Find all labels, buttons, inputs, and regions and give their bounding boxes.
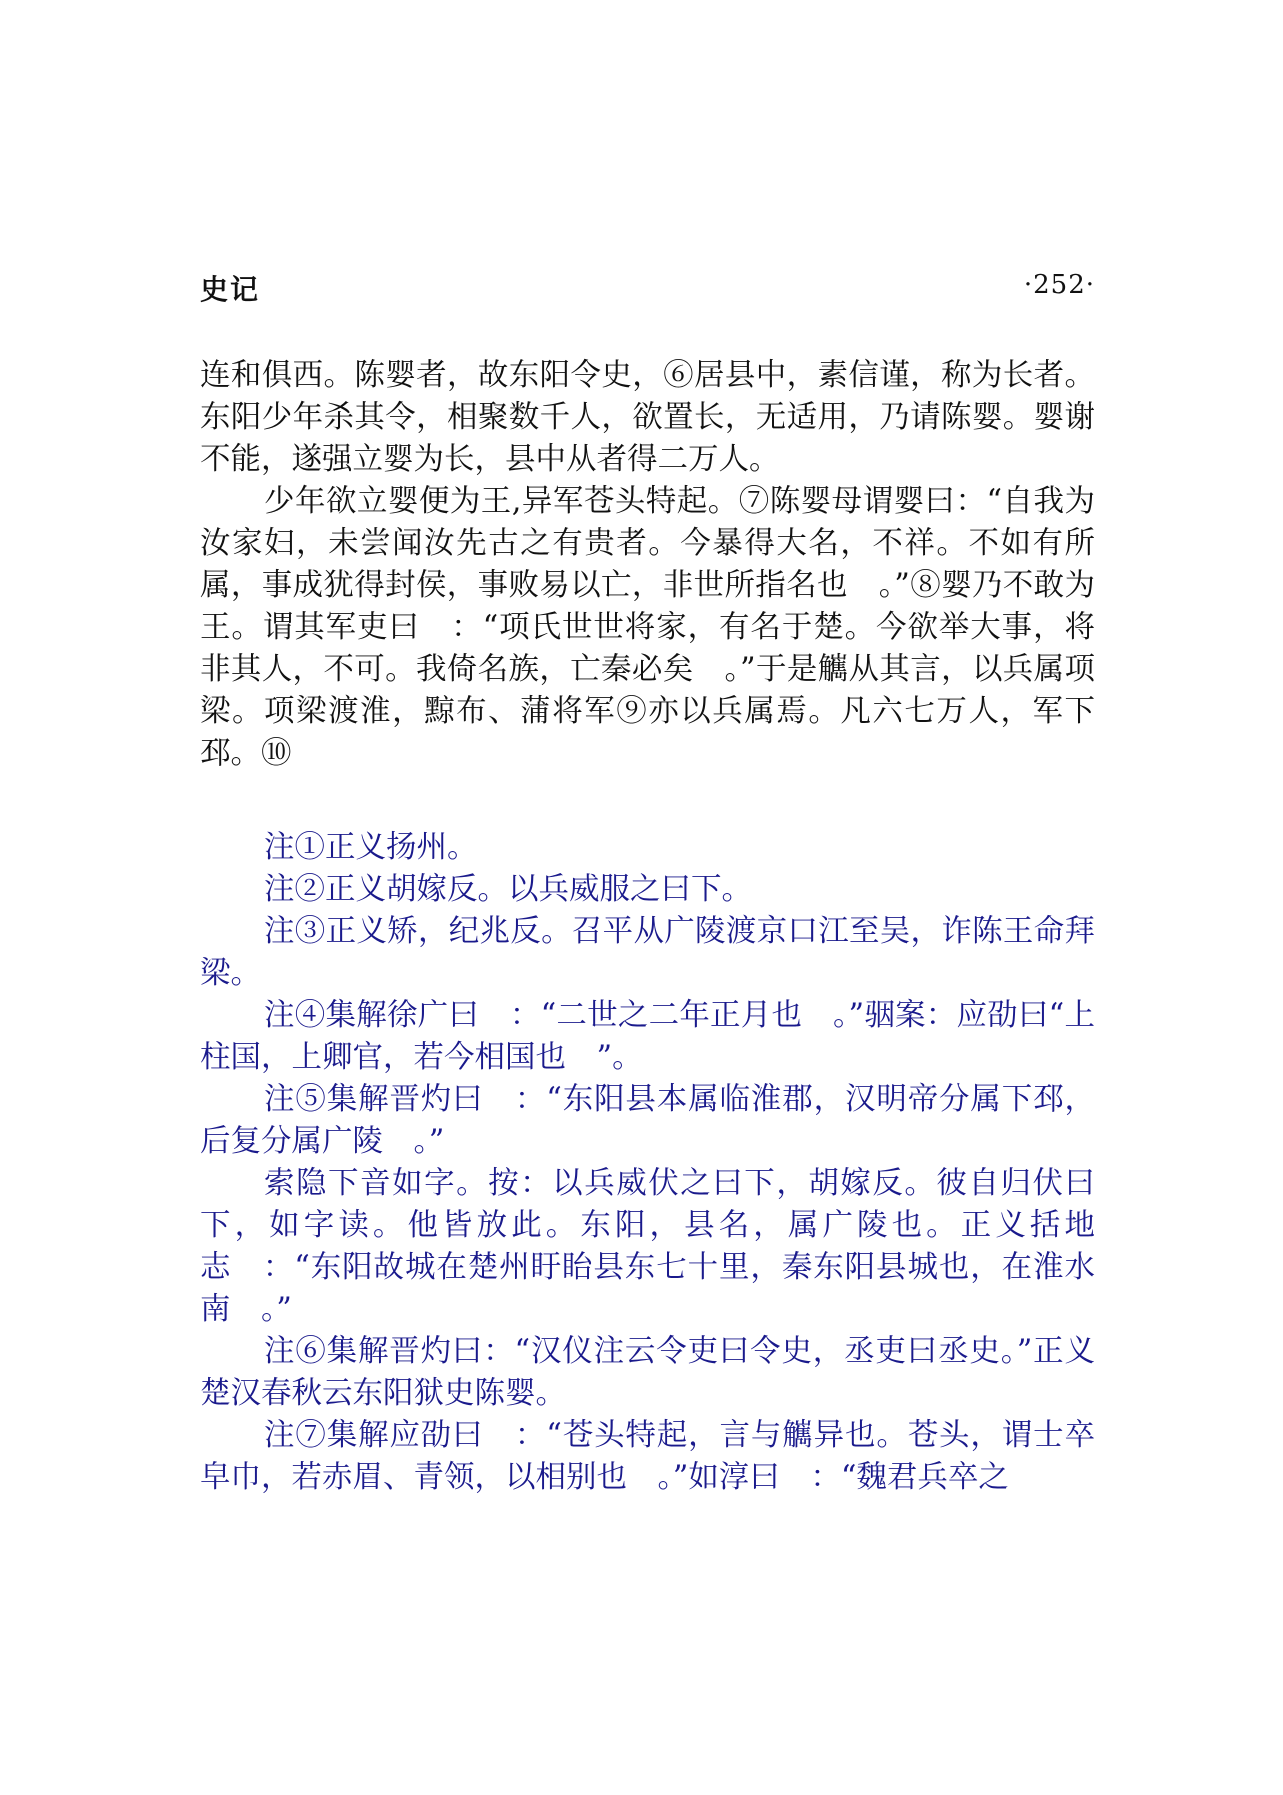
note-1: 注①正义扬州。 (264, 830, 478, 865)
note-7: 注⑦集解应劭曰 ：“苍头特起，言与觽异也。苍头，谓士卒皁巾，若赤眉、青领，以相别也 。”如淳曰 ：“魏君兵卒之 (200, 1418, 1095, 1495)
note-5-commentary: 索隐下音如字。按：以兵威伏之曰下，胡嫁反。彼自归伏曰下，如字读。他皆放此。东阳，县名，属广陵也。正义括地志 ：“东阳故城在楚州盱眙县东七十里，秦东阳县城也，在淮水南 。” (200, 1166, 1095, 1327)
annotations (200, 827, 1095, 1499)
note-2: 注②正义胡嫁反。以兵威服之曰下。 (264, 872, 752, 907)
page-number: ·252· (1023, 270, 1095, 300)
note-5: 注⑤集解晋灼曰 ：“东阳县本属临淮郡，汉明帝分属下邳，后复分属广陵 。” (200, 1082, 1095, 1159)
main-paragraph-1: 连和俱西。陈婴者，故东阳令史，⑥居县中，素信谨，称为长者。东阳少年杀其令，相聚数千人，欲置长，无适用，乃请陈婴。婴谢不能，遂强立婴为长，县中从者得二万人。 (200, 358, 1095, 477)
note-4: 注④集解徐广曰 ：“二世之二年正月也 。”骃案：应劭曰“上柱国，上卿官，若今相国也 ”。 (200, 998, 1095, 1075)
main-paragraph-2: 少年欲立婴便为王,异军苍头特起。⑦陈婴母谓婴曰：“自我为汝家妇，未尝闻汝先古之有贵者。今暴得大名，不祥。不如有所属，事成犹得封侯，事败易以亡，非世所指名也 。”⑧婴乃不敢为王。谓其军吏曰 ：“项氏世世将家，有名于楚。今欲举大事，将非其人，不可。我倚名族，亡秦必矣 。”于是觽从其言，以兵属项梁。项梁渡淮，黥布、蒲将军⑨亦以兵属焉。凡六七万人，军下邳。⑩ (200, 484, 1095, 771)
note-3: 注③正义矫，纪兆反。召平从广陵渡京口江至吴，诈陈王命拜梁。 (200, 914, 1095, 991)
running-title: 史记 (200, 273, 261, 306)
main-text (200, 355, 1095, 775)
page-header (200, 268, 1095, 308)
note-6: 注⑥集解晋灼曰：“汉仪注云令吏曰令史，丞吏曰丞史。”正义楚汉春秋云东阳狱史陈婴。 (200, 1334, 1095, 1411)
